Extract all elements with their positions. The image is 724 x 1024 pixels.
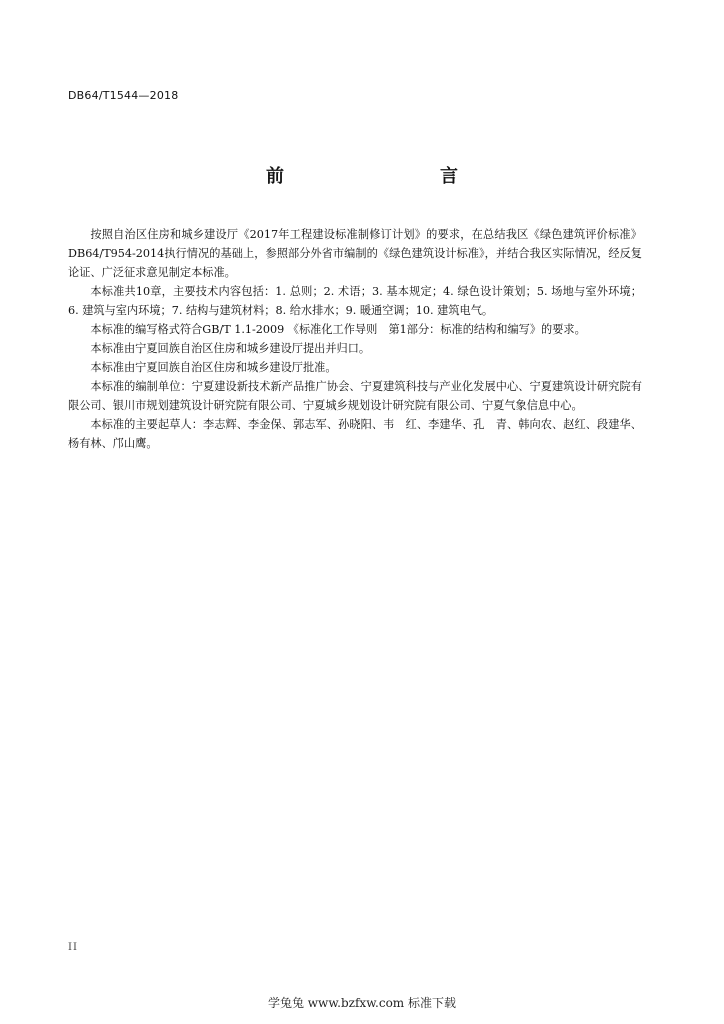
paragraph-format: 本标准的编写格式符合GB/T 1.1-2009 《标准化工作导则 第1部分：标准的结构和编写》的要求。	[90, 323, 586, 336]
page-title: 前 言	[266, 166, 498, 187]
document-body	[68, 225, 642, 453]
paragraph-background: 按照自治区住房和城乡建设厅《2017年工程建设标准制修订计划》的要求，在总结我区《绿色建筑评价标准》DB64/T954-2014执行情况的基础上，参照部分外省市编制的《绿色建筑设计标准》，并结合我区实际情况，经反复论证、广泛征求意见制定本标准。	[68, 228, 642, 279]
paragraph-proposer: 本标准由宁夏回族自治区住房和城乡建设厅提出并归口。	[90, 342, 371, 355]
standard-code: DB64/T1544—2018	[68, 89, 179, 102]
paragraph-drafting-units: 本标准的编制单位：宁夏建设新技术新产品推广协会、宁夏建筑科技与产业化发展中心、宁夏建筑设计研究院有限公司、银川市规划建筑设计研究院有限公司、宁夏城乡规划设计研究院有限公司、宁夏气象信息中心。	[68, 380, 642, 412]
footer-watermark: 学兔兔 www.bzfxw.com 标准下载	[267, 996, 457, 1010]
paragraph-drafters: 本标准的主要起草人：李志辉、李金保、郭志军、孙晓阳、韦 红、李建华、孔 青、韩向农、赵红、段建华、杨有林、邝山鹰。	[68, 418, 642, 450]
page-number: II	[68, 942, 78, 953]
paragraph-approver: 本标准由宁夏回族自治区住房和城乡建设厅批准。	[90, 361, 337, 374]
paragraph-contents: 本标准共10章，主要技术内容包括：1. 总则；2. 术语；3. 基本规定；4. 绿色设计策划；5. 场地与室外环境；6. 建筑与室内环境；7. 结构与建筑材料；8. 给水排水；9. 暖通空调；10. 建筑电气。	[68, 285, 642, 317]
